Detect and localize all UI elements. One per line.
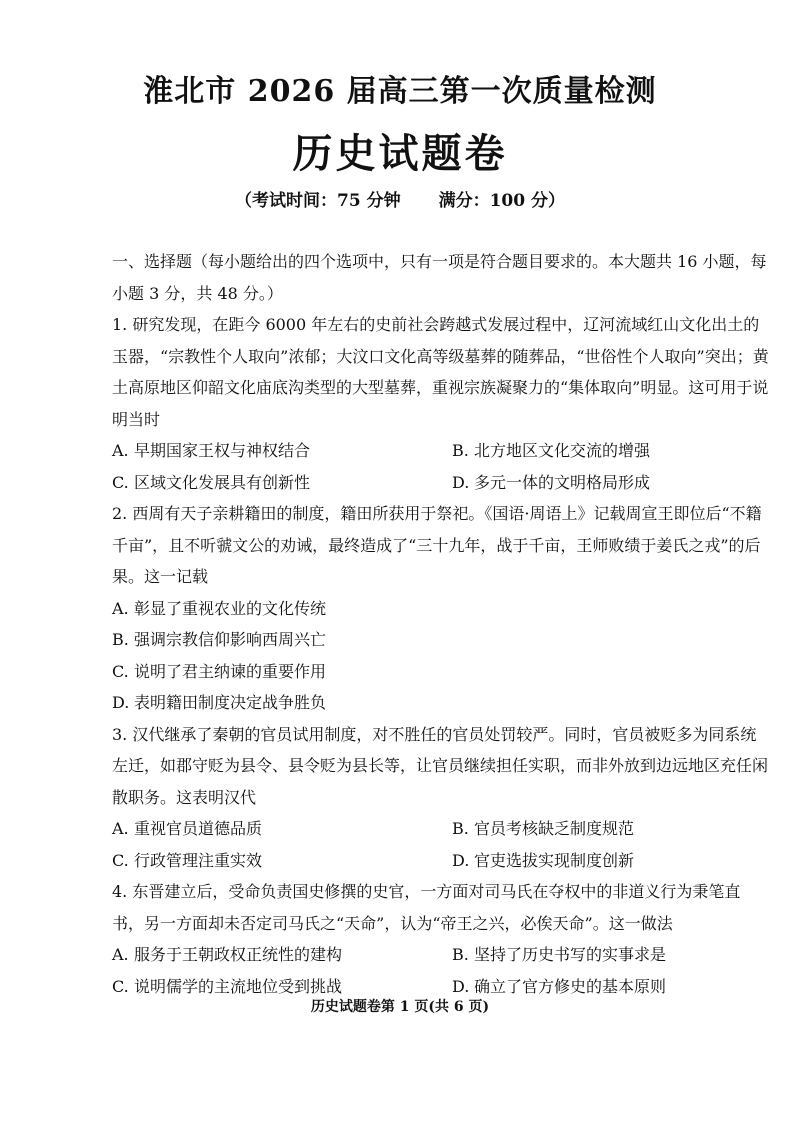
option-letter: C. <box>112 850 129 870</box>
exam-top-title: 淮北市 2026 届高三第一次质量检测 <box>143 74 657 109</box>
question-1 <box>112 309 772 498</box>
option-text: 多元一体的文明格局形成 <box>474 472 651 492</box>
exam-content <box>112 246 772 1002</box>
option-text: 早期国家王权与神权结合 <box>134 441 311 460</box>
option-text: 确立了官方修史的基本原则 <box>474 976 667 996</box>
option-letter: A. <box>112 598 129 618</box>
question-text: 研究发现，在距今 6000 年左右的史前社会跨越式发展过程中，辽河流域红山文化出土的玉器，“宗教性个人取向”浓郁；大汶口文化高等级墓葬的随葬品，“世俗性个人取向”突出；黄土高原地区仰韶文化庙底沟类型的大型墓葬，重视宗族凝聚力的“集体取向”明显。这可用于说明当时 <box>112 315 769 429</box>
option-a <box>112 939 432 971</box>
option-a <box>112 435 432 467</box>
option-text: 彰显了重视农业的文化传统 <box>134 598 327 618</box>
option-c <box>112 656 772 688</box>
option-letter: A. <box>112 441 129 460</box>
options <box>112 435 772 498</box>
option-text: 强调宗教信仰影响西周兴亡 <box>134 630 327 649</box>
option-b <box>452 939 772 971</box>
option-letter: B. <box>452 945 469 964</box>
question-text: 西周有天子亲耕籍田的制度，籍田所获用于祭祀。《国语·周语上》记载周宣王即位后“不籍千亩”，且不听虢文公的劝诫，最终造成了“三十九年，战于千亩，王师败绩于姜氏之戎”的后果。这一记载 <box>112 504 762 586</box>
option-b <box>112 624 772 656</box>
option-d <box>452 845 772 877</box>
question-number: 2. <box>112 504 128 523</box>
option-letter: C. <box>112 661 129 681</box>
question-number: 1. <box>112 315 128 334</box>
option-b <box>452 435 772 467</box>
options <box>112 813 772 876</box>
option-c <box>112 845 432 877</box>
option-letter: D. <box>452 472 470 492</box>
option-letter: A. <box>112 819 129 838</box>
question-stem <box>112 876 772 939</box>
page-footer: 历史试题卷第 1 页(共 6 页) <box>310 999 490 1015</box>
question-4 <box>112 876 772 1002</box>
option-text: 表明籍田制度决定战争胜负 <box>134 693 327 712</box>
option-text: 说明儒学的主流地位受到挑战 <box>134 976 343 996</box>
option-letter: C. <box>112 472 129 492</box>
option-letter: B. <box>452 441 469 460</box>
question-stem <box>112 498 772 593</box>
option-letter: D. <box>452 850 470 870</box>
option-letter: D. <box>452 976 470 996</box>
option-text: 说明了君主纳谏的重要作用 <box>134 661 327 681</box>
options <box>112 939 772 1002</box>
question-3 <box>112 719 772 877</box>
question-stem <box>112 309 772 435</box>
question-number: 4. <box>112 882 128 901</box>
section-heading: 一、选择题（每小题给出的四个选项中，只有一项是符合题目要求的。本大题共 16 小题，每小题 3 分，共 48 分。） <box>112 252 767 303</box>
option-letter: B. <box>112 630 129 649</box>
option-text: 北方地区文化交流的增强 <box>474 441 651 460</box>
option-text: 坚持了历史书写的实事求是 <box>474 945 667 964</box>
option-text: 服务于王朝政权正统性的建构 <box>134 945 343 964</box>
exam-main-title: 历史试题卷 <box>292 130 508 177</box>
question-text: 东晋建立后，受命负责国史修撰的史官，一方面对司马氏在夺权中的非道义行为秉笔直书，另一方面却未否定司马氏之“天命”，认为“帝王之兴，必俟天命”。这一做法 <box>112 882 741 933</box>
question-2 <box>112 498 772 719</box>
option-text: 区域文化发展具有创新性 <box>134 472 311 492</box>
option-text: 官员考核缺乏制度规范 <box>474 819 635 838</box>
option-c <box>112 467 432 499</box>
question-number: 3. <box>112 724 128 744</box>
option-letter: D. <box>112 693 130 712</box>
option-d <box>452 467 772 499</box>
option-letter: B. <box>452 819 469 838</box>
full-score: 满分：100 分） <box>438 191 565 211</box>
option-letter: A. <box>112 945 129 964</box>
option-text: 行政管理注重实效 <box>134 850 263 870</box>
option-b <box>452 813 772 845</box>
option-d <box>112 687 772 719</box>
question-text: 汉代继承了秦朝的官员试用制度，对不胜任的官员处罚较严。同时，官员被贬多为同系统左迁，如郡守贬为县令、县令贬为县长等，让官员继续担任实职，而非外放到边远地区充任闲散职务。这表明汉代 <box>112 724 769 807</box>
option-a <box>112 813 432 845</box>
option-text: 重视官员道德品质 <box>134 819 263 838</box>
exam-info <box>0 186 800 211</box>
exam-time: （考试时间：75 分钟 <box>235 191 401 211</box>
option-letter: C. <box>112 976 129 996</box>
options <box>112 593 772 719</box>
option-a <box>112 593 772 625</box>
question-stem <box>112 719 772 814</box>
option-text: 官吏选拔实现制度创新 <box>474 850 635 870</box>
